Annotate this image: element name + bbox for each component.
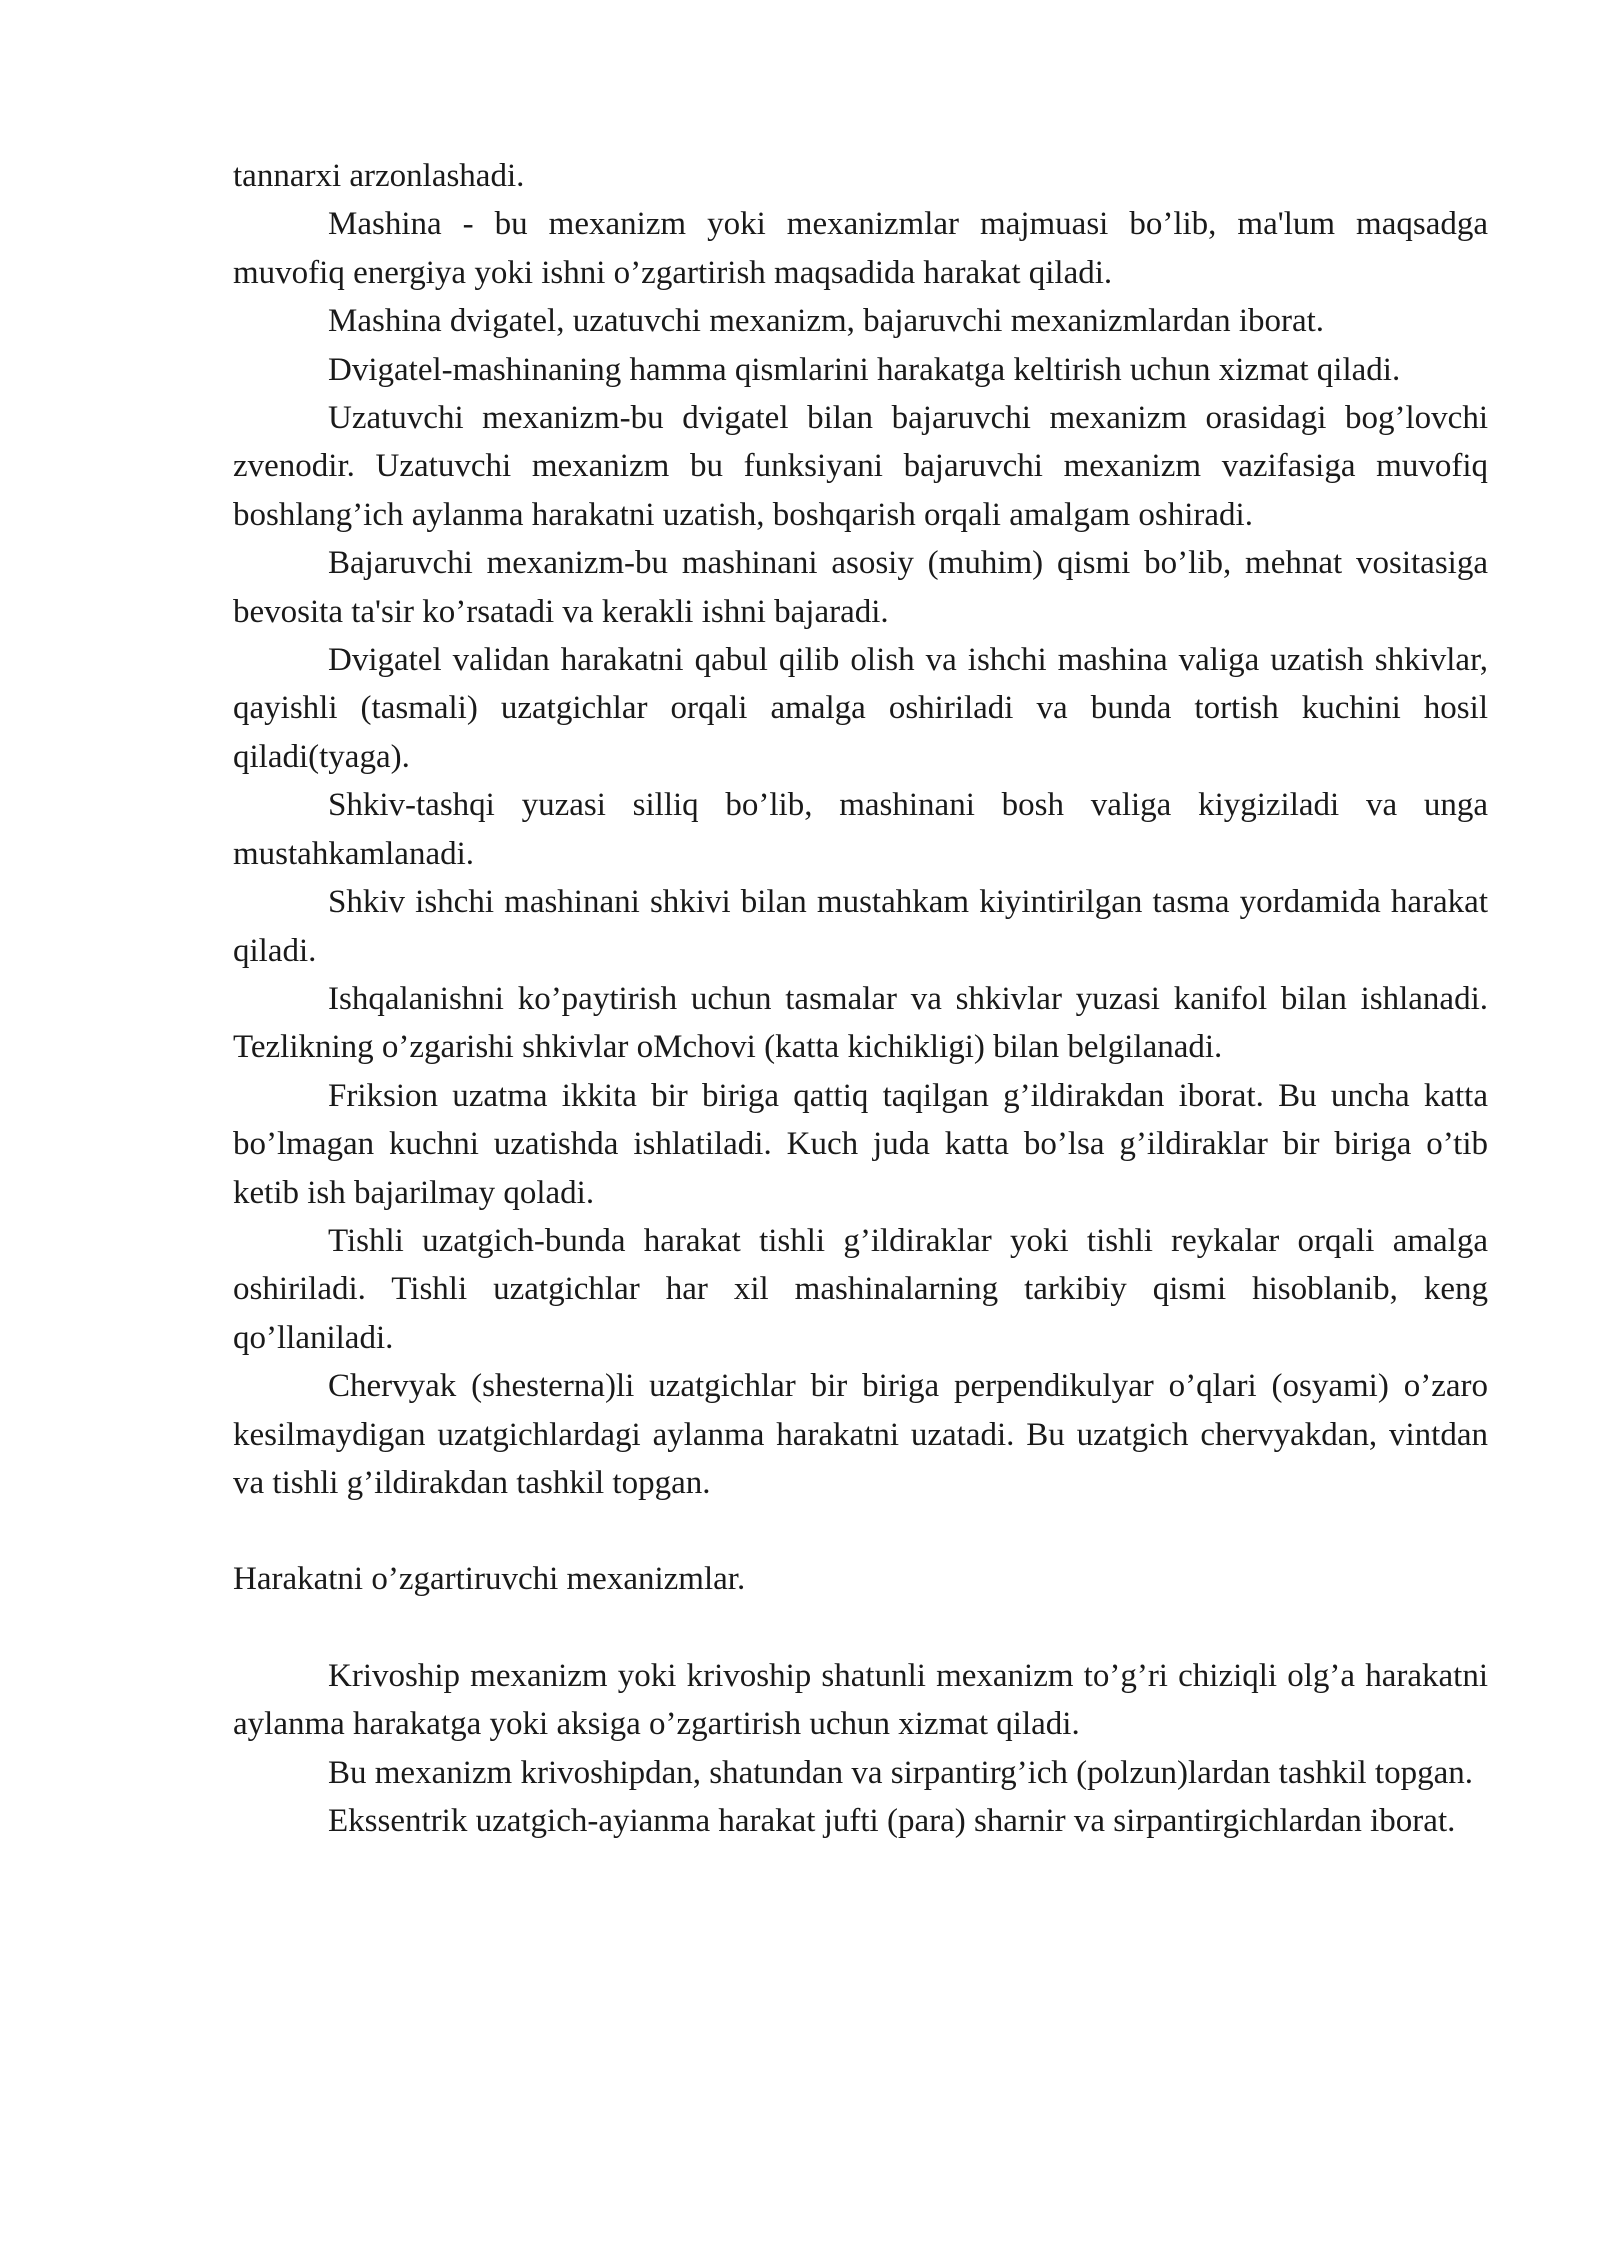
paragraph-tishli-uzatgich: Tishli uzatgich-bunda harakat tishli g’ildiraklar yoki tishli reykalar orqali amalga oshiriladi. Tishli uzatgichlar har xil mashinalarning tarkibiy qismi hisoblanib, keng qo’llaniladi.: [233, 1222, 1488, 1356]
paragraph-dvigatel: Dvigatel-mashinaning hamma qismlarini harakatga keltirish uchun xizmat qiladi.: [328, 351, 1401, 388]
paragraph-mexanizm-parts: Bu mexanizm krivoshipdan, shatundan va sirpantirg’ich (polzun)lardan tashkil topgan.: [328, 1754, 1473, 1791]
section-heading: Harakatni o’zgartiruvchi mexanizmlar.: [233, 1561, 746, 1598]
paragraph-ishqalanish: Ishqalanishni ko’paytirish uchun tasmalar va shkivlar yuzasi kanifol bilan ishlanadi. Tezlikning o’zgarishi shkivlar oMchovi (katta kichikligi) bilan belgilanadi.: [233, 980, 1488, 1066]
paragraph-continuation: tannarxi arzonlashadi.: [233, 158, 525, 194]
paragraph-ekssentrik: Ekssentrik uzatgich-ayianma harakat jufti (para) sharnir va sirpantirgichlardan iborat.: [328, 1803, 1456, 1839]
document-body: [233, 152, 1488, 1845]
paragraph-mashina-definition: Mashina - bu mexanizm yoki mexanizmlar majmuasi bo’lib, ma'lum maqsadga muvofiq energiya yoki ishni o’zgartirish maqsadida harakat qiladi.: [233, 206, 1488, 291]
paragraph-shkiv-ishchi: Shkiv ishchi mashinani shkivi bilan mustahkam kiyintirilgan tasma yordamida harakat qiladi.: [233, 884, 1488, 969]
paragraph-krivoship: Krivoship mexanizm yoki krivoship shatunli mexanizm to’g’ri chiziqli olg’a harakatni aylanma harakatga yoki aksiga o’zgartirish uchun xizmat qiladi.: [233, 1657, 1488, 1743]
paragraph-uzatuvchi-mexanizm: Uzatuvchi mexanizm-bu dvigatel bilan bajaruvchi mexanizm orasidagi bog’lovchi zvenodir. Uzatuvchi mexanizm bu funksiyani bajaruvchi mexanizm vazifasiga muvofiq boshlang’ich aylanma harakatni uzatish, boshqarish orqali amalgam oshiradi.: [233, 400, 1488, 533]
paragraph-chervyak: Chervyak (shesterna)li uzatgichlar bir biriga perpendikulyar o’qlari (osyami) o’zaro kesilmaydigan uzatgichlardagi aylanma harakatni uzatadi. Bu uzatgich chervyakdan, vintdan va tishli g’ildirakdan tashkil topgan.: [233, 1368, 1488, 1501]
paragraph-friksion-uzatma: Friksion uzatma ikkita bir biriga qattiq taqilgan g’ildirakdan iborat. Bu uncha katta bo’lmagan kuchni uzatishda ishlatiladi. Kuch juda katta bo’lsa g’ildiraklar bir biriga o’tib ketib ish bajarilmay qoladi.: [233, 1077, 1488, 1211]
paragraph-dvigatel-validan: Dvigatel validan harakatni qabul qilib olish va ishchi mashina valiga uzatish shkivlar, qayishli (tasmali) uzatgichlar orqali amalga oshiriladi va bunda tortish kuchini hosil qiladi(tyaga).: [233, 642, 1488, 775]
paragraph-shkiv-tashqi: Shkiv-tashqi yuzasi silliq bo’lib, mashinani bosh valiga kiygiziladi va unga mustahkamlanadi.: [233, 787, 1488, 872]
paragraph-mashina-parts: Mashina dvigatel, uzatuvchi mexanizm, bajaruvchi mexanizmlardan iborat.: [328, 303, 1325, 340]
paragraph-bajaruvchi-mexanizm: Bajaruvchi mexanizm-bu mashinani asosiy (muhim) qismi bo’lib, mehnat vositasiga bevosita ta'sir ko’rsatadi va kerakli ishni bajaradi.: [233, 545, 1488, 630]
